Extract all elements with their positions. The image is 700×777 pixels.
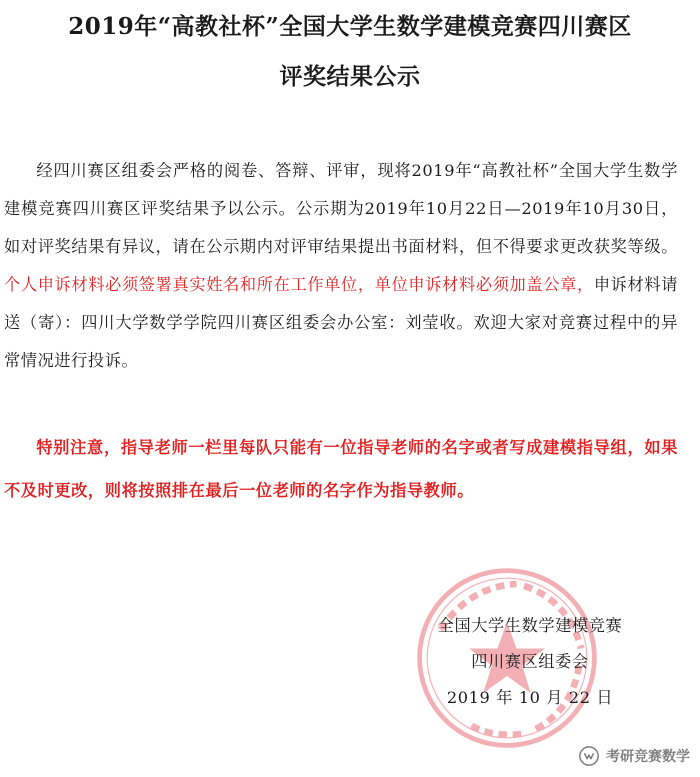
signature-committee: 四川赛区组委会	[471, 652, 589, 671]
watermark-text: 考研竞赛数学	[606, 749, 690, 765]
signature-date: 2019 年 10 月 22 日	[446, 688, 614, 707]
appeal-address-text: 申诉材料请送（寄）：四川大学数学学院四川赛区组委会办公室：刘莹收。欢迎大家对竞赛过程中的异常情况进行投诉。	[4, 275, 679, 370]
wechat-channel-icon	[578, 745, 600, 767]
source-watermark	[574, 742, 694, 770]
special-notice-paragraph: 特别注意，指导老师一栏里每队只能有一位指导老师的名字或者写成建模指导组，如果不及时更改，则将按照排在最后一位老师的名字作为指导教师。	[4, 438, 678, 500]
page-title-line-2: 评奖结果公示	[279, 63, 421, 90]
announcement-text: 经四川赛区组委会严格的阅卷、答辩、评审，现将2019年“高教社杯”全国大学生数学建模竞赛四川赛区评奖结果予以公示。公示期为2019年10月22日—2019年10月30日，如对评奖结果有异议，请在公示期内对评审结果提出书面材料，但不得要求更改获奖等级。	[4, 161, 678, 256]
page-title-line-1: 2019年“高教社杯”全国大学生数学建模竞赛四川赛区	[68, 13, 632, 40]
signature-organization: 全国大学生数学建模竞赛	[437, 616, 623, 635]
announcement-paragraph	[4, 152, 678, 380]
appeal-requirement-text: 个人申诉材料必须签署真实姓名和所在工作单位，单位申诉材料必须加盖公章，	[4, 275, 594, 294]
